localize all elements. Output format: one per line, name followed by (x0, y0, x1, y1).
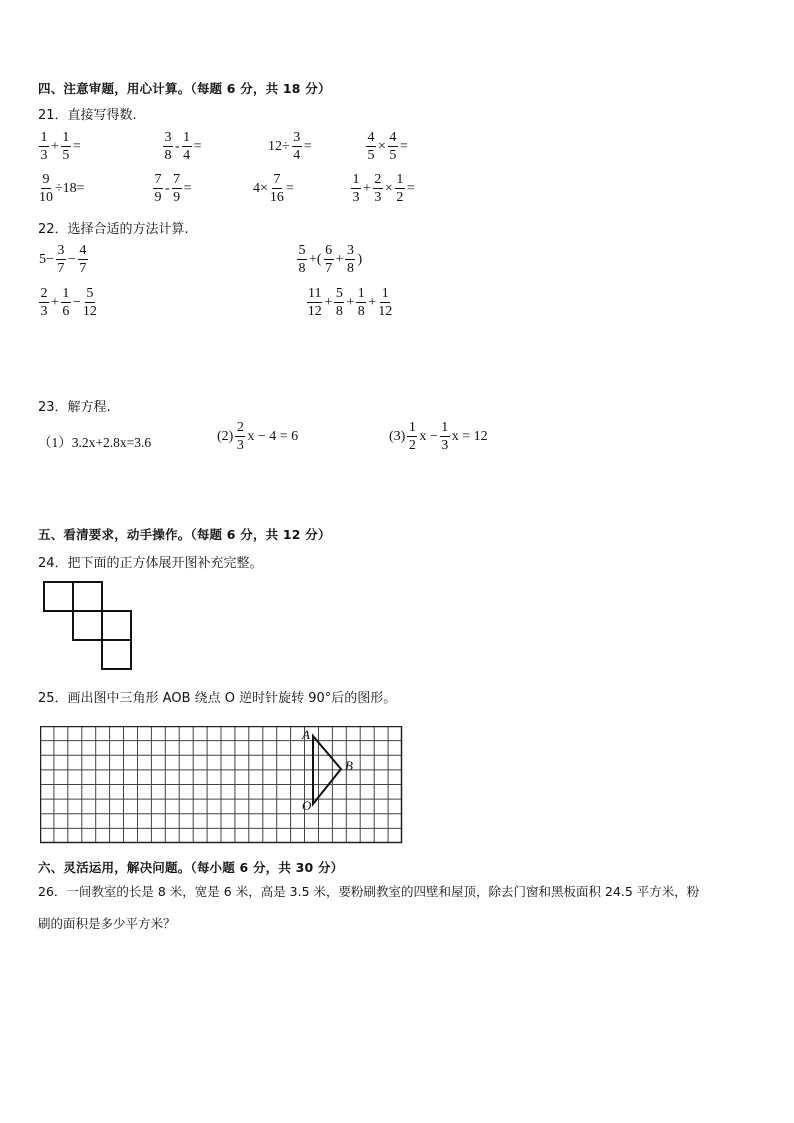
q22-stem: 22．选择合适的方法计算. (38, 222, 189, 237)
numerator: 6 (325, 243, 333, 258)
fraction (163, 131, 173, 163)
q23-equation-3 (388, 421, 489, 453)
denominator: 7 (57, 261, 65, 276)
q21-item (365, 131, 409, 163)
q22-item (296, 244, 363, 276)
operator-text: x − 4 = 6 (247, 429, 299, 444)
operator-text: x = 12 (451, 429, 488, 444)
fraction (297, 244, 307, 276)
cube-net-figure (40, 580, 132, 674)
fraction (440, 421, 450, 453)
numerator: 4 (367, 130, 375, 145)
denominator: 8 (164, 148, 172, 163)
denominator: 5 (367, 148, 375, 163)
fraction (378, 287, 392, 319)
denominator: 16 (269, 190, 284, 205)
fraction (351, 173, 361, 205)
operator-text: − (67, 252, 76, 267)
fraction (407, 421, 417, 453)
numerator: 4 (389, 130, 397, 145)
numerator: 1 (357, 286, 365, 301)
fraction (61, 287, 71, 319)
denominator: 7 (79, 261, 87, 276)
numerator: 3 (57, 243, 65, 258)
operator-text: x − (419, 429, 438, 444)
numerator: 9 (42, 172, 50, 187)
denominator: 2 (408, 438, 416, 453)
fraction (153, 173, 163, 205)
denominator: 3 (441, 438, 449, 453)
numerator: 2 (40, 286, 48, 301)
numerator: 7 (154, 172, 162, 187)
fraction (388, 131, 398, 163)
numerator: 1 (62, 286, 70, 301)
operator-text: (3) (389, 429, 406, 444)
operator-text: - (165, 181, 170, 196)
operator-text: = (285, 181, 294, 196)
denominator: 5 (62, 148, 70, 163)
denominator: 9 (154, 190, 162, 205)
fraction (39, 287, 49, 319)
operator-text: + (346, 295, 355, 310)
fraction (334, 287, 344, 319)
denominator: 5 (389, 148, 397, 163)
denominator: 12 (82, 304, 97, 319)
denominator: 3 (40, 148, 48, 163)
q21-item (267, 131, 313, 163)
net-square (73, 611, 102, 640)
denominator: 3 (374, 190, 382, 205)
q23-stem: 23．解方程. (38, 400, 111, 415)
section-6-title: 六、灵活运用，解决问题。（每小题 6 分，共 30 分） (38, 860, 344, 875)
q22-item (38, 244, 89, 276)
numerator: 5 (86, 286, 94, 301)
fraction (78, 244, 88, 276)
operator-text: = (399, 139, 408, 154)
rotation-grid (40, 726, 403, 844)
section-4-title: 四、注意审题，用心计算。（每题 6 分，共 18 分） (38, 81, 331, 96)
q21-item (350, 173, 416, 205)
net-square (73, 582, 102, 611)
denominator: 8 (346, 261, 354, 276)
fraction (83, 287, 97, 319)
numerator: 2 (374, 172, 382, 187)
numerator: 1 (62, 130, 70, 145)
net-square (44, 582, 73, 611)
operator-text: = (72, 139, 81, 154)
denominator: 3 (40, 304, 48, 319)
fraction (39, 173, 53, 205)
operator-text: ) (357, 252, 363, 267)
operator-text: + (363, 181, 371, 196)
operator-text: + (324, 295, 333, 310)
numerator: 1 (441, 420, 449, 435)
fraction (356, 287, 366, 319)
operator-text: 12÷ (268, 139, 290, 154)
point-a-label: A (302, 727, 310, 742)
denominator: 8 (298, 261, 306, 276)
numerator: 3 (346, 243, 354, 258)
q21-item (38, 173, 86, 205)
fraction (39, 131, 49, 163)
numerator: 2 (236, 420, 244, 435)
q21-item (38, 131, 82, 163)
fraction (172, 173, 182, 205)
denominator: 8 (357, 304, 365, 319)
operator-text: + (368, 295, 377, 310)
numerator: 3 (293, 130, 301, 145)
denominator: 8 (335, 304, 343, 319)
net-square (102, 611, 131, 640)
operator-text: = (303, 139, 312, 154)
denominator: 6 (62, 304, 70, 319)
fraction (61, 131, 71, 163)
denominator: 10 (39, 190, 53, 205)
denominator: 9 (173, 190, 181, 205)
q21-item (152, 173, 193, 205)
fraction (366, 131, 376, 163)
fraction (270, 173, 284, 205)
operator-text: - (175, 139, 180, 154)
operator-text: × (378, 139, 386, 154)
fraction (395, 173, 405, 205)
numerator: 5 (298, 243, 306, 258)
point-o-label: O (302, 798, 312, 813)
q24-stem: 24．把下面的正方体展开图补充完整。 (38, 556, 263, 571)
section-5-title: 五、看清要求，动手操作。（每题 6 分，共 12 分） (38, 527, 331, 542)
denominator: 3 (352, 190, 360, 205)
fraction (292, 131, 302, 163)
q22-item (306, 287, 393, 319)
operator-text: = (183, 181, 192, 196)
fraction (235, 421, 245, 453)
q21-item (162, 131, 203, 163)
numerator: 1 (40, 130, 48, 145)
operator-text: + (335, 252, 344, 267)
denominator: 4 (293, 148, 301, 163)
q26-line-2: 刷的面积是多少平方米？ (38, 916, 176, 931)
operator-text: − (72, 295, 81, 310)
numerator: 1 (183, 130, 191, 145)
fraction (345, 244, 355, 276)
numerator: 7 (273, 172, 281, 187)
numerator: 1 (396, 172, 404, 187)
numerator: 1 (381, 286, 389, 301)
numerator: 1 (408, 420, 416, 435)
operator-text: 4× (253, 181, 268, 196)
q26-line-1: 26．一间教室的长是 8 米，宽是 6 米，高是 3.5 米，要粉刷教室的四壁和屋顶，除去门窗和黑板面积 24.5 平方米，粉 (38, 884, 700, 899)
q21-stem: 21．直接写得数. (38, 108, 137, 123)
numerator: 4 (79, 243, 87, 258)
operator-text: = (193, 139, 202, 154)
numerator: 7 (173, 172, 181, 187)
denominator: 12 (307, 304, 322, 319)
operator-text: = (406, 181, 415, 196)
operator-text: + (51, 139, 59, 154)
fraction (56, 244, 66, 276)
fraction (324, 244, 334, 276)
q21-item (252, 173, 295, 205)
net-square (102, 640, 131, 669)
operator-text: ÷18= (55, 181, 85, 196)
denominator: 12 (378, 304, 393, 319)
q23-equation-1: （1）3.2x+2.8x=3.6 (38, 435, 152, 450)
denominator: 7 (325, 261, 333, 276)
operator-text: 5− (39, 252, 54, 267)
numerator: 11 (308, 286, 322, 301)
operator-text: × (384, 181, 393, 196)
numerator: 3 (164, 130, 172, 145)
denominator: 2 (396, 190, 404, 205)
numerator: 1 (352, 172, 360, 187)
operator-text: + (51, 295, 59, 310)
q25-stem: 25．画出图中三角形 AOB 绕点 O 逆时针旋转 90°后的图形。 (38, 691, 397, 706)
denominator: 3 (236, 438, 244, 453)
fraction (307, 287, 322, 319)
fraction (373, 173, 383, 205)
fraction (182, 131, 192, 163)
denominator: 4 (183, 148, 191, 163)
point-b-label: B (345, 758, 353, 773)
q23-equation-2 (216, 421, 299, 453)
numerator: 5 (335, 286, 343, 301)
q22-item (38, 287, 98, 319)
operator-text: +( (309, 252, 322, 267)
operator-text: (2) (217, 429, 234, 444)
